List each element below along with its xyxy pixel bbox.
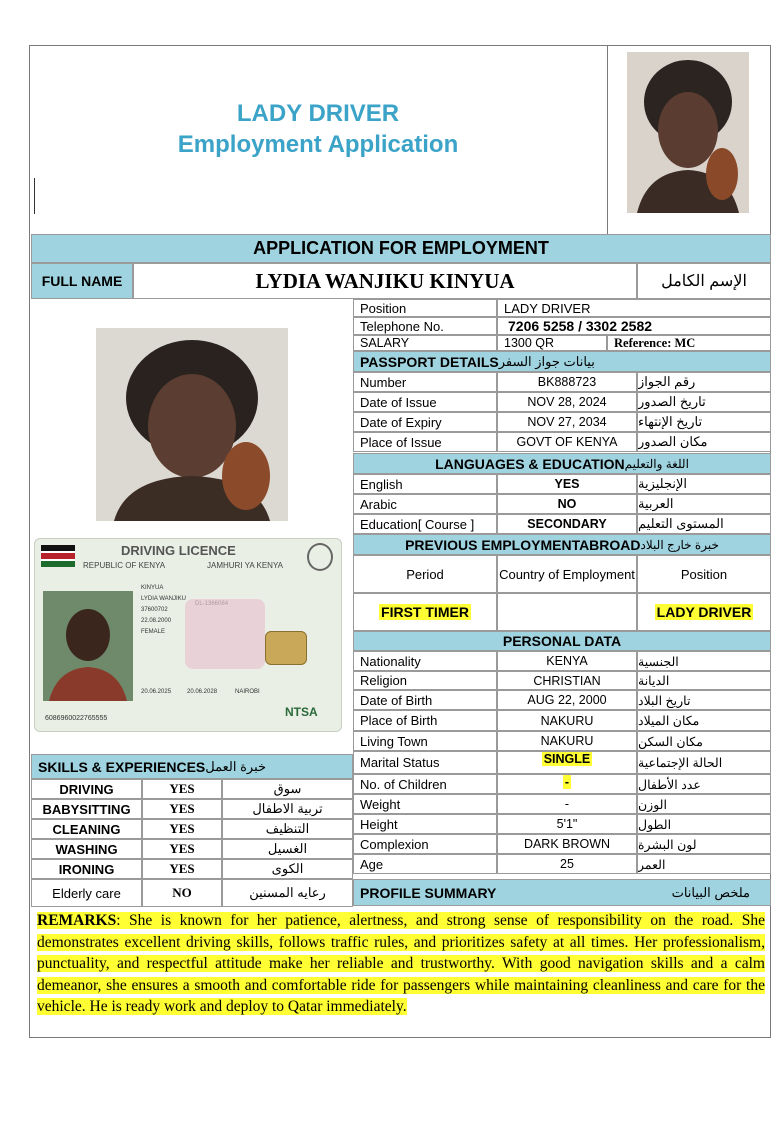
header-portrait-photo [627,52,749,213]
skill-row-value: YES [142,859,222,879]
language-row-label: English [353,474,497,494]
period-header: Period [353,555,497,593]
skill-row-label-arabic: رعايه المسنين [222,879,353,907]
skill-row-label-arabic: تربية الاطفال [222,799,353,819]
personal-row-label: Height [353,814,497,834]
full-name-label-arabic: الإسم الكامل [637,263,771,299]
personal-row-label: Religion [353,671,497,690]
passport-row-label-arabic: تاريخ الإنتهاء [637,412,771,432]
personal-row-value: AUG 22, 2000 [497,690,637,710]
application-form [29,45,771,1038]
personal-row-value: NAKURU [497,731,637,751]
telephone-value: 7206 5258 / 3302 2582 [497,317,771,335]
personal-row-value: 25 [497,854,637,874]
previous-employment-title: PREVIOUS EMPLOYMENTABROAD [405,536,641,553]
profile-summary-label: PROFILE SUMMARY [360,884,497,901]
position-header: Position [637,555,771,593]
personal-row-label-arabic: لون البشرة [637,834,771,854]
language-row-label-arabic: العربية [637,494,771,514]
languages-title: LANGUAGES & EDUCATION [435,455,625,472]
skill-row-label-arabic: الكوى [222,859,353,879]
personal-row-label-arabic: الجنسية [637,651,771,671]
personal-row-label-arabic: عدد الأطفال [637,774,771,794]
personal-row-label: Place of Birth [353,710,497,731]
ntsa-logo: NTSA [285,705,318,719]
personal-row-value [497,751,637,774]
skill-row-label: DRIVING [31,779,142,799]
personal-row-value: CHRISTIAN [497,671,637,690]
country-value [497,593,637,631]
licence-motto: JAMHURI YA KENYA [207,561,284,570]
language-row-label: Education[ Course ] [353,514,497,534]
licence-national-id: 37600702 [141,607,168,613]
licence-surname: KINYUA [141,585,164,591]
personal-row-label-arabic: الطول [637,814,771,834]
portrait-icon [96,328,288,521]
personal-row-label: Nationality [353,651,497,671]
skills-title: SKILLS & EXPERIENCES [38,758,206,775]
language-row-label-arabic: المستوى التعليم [637,514,771,534]
telephone-label: Telephone No. [353,317,497,335]
remarks-box [31,906,771,1039]
personal-row-label: Date of Birth [353,690,497,710]
personal-row-value: KENYA [497,651,637,671]
languages-title-arabic: اللغة والتعليم [624,456,689,471]
skill-row-label-arabic: التنظيف [222,819,353,839]
personal-row-label-arabic: العمر [637,854,771,874]
licence-dob: 22.08.2000 [141,618,172,624]
profile-summary-label-arabic: ملخص البيانات [671,884,750,900]
skill-row-value: YES [142,799,222,819]
personal-row-label-arabic: مكان الميلاد [637,710,771,731]
position-value: LADY DRIVER [497,299,771,317]
languages-section-header [353,453,771,474]
skill-row-label: CLEANING [31,819,142,839]
skill-row-value: YES [142,839,222,859]
position-label: Position [353,299,497,317]
personal-row-label: Weight [353,794,497,814]
personal-row-label-arabic: مكان السكن [637,731,771,751]
personal-row-label-arabic: الديانة [637,671,771,690]
country-header: Country of Employment [497,555,637,593]
personal-row-label-arabic: تاريخ البلاد [637,690,771,710]
personal-row-value: 5'1" [497,814,637,834]
personal-row-value: NAKURU [497,710,637,731]
application-banner: APPLICATION FOR EMPLOYMENT [31,234,771,263]
remarks-label: REMARKS [37,912,117,929]
highlighted-value: - [564,775,570,789]
personal-data-header: PERSONAL DATA [353,631,771,651]
form-title-line1: LADY DRIVER [236,100,400,127]
passport-row-value: NOV 28, 2024 [497,392,637,412]
language-row-value: YES [497,474,637,494]
salary-value: 1300 QR [497,335,607,351]
licence-serial: 6086960022765555 [45,715,108,722]
language-row-label-arabic: الإنجليزية [637,474,771,494]
personal-row-value [497,774,637,794]
kenya-flag-icon [41,545,75,567]
coat-of-arms-icon [307,543,333,571]
skill-row-label-arabic: الغسيل [222,839,353,859]
personal-row-label: Living Town [353,731,497,751]
header-divider [607,46,608,234]
previous-position-value: LADY DRIVER [637,593,771,631]
passport-section-header [353,351,771,372]
chip-icon [265,631,307,665]
skill-row-value: NO [142,879,222,907]
licence-expiry-date: 20.06.2028 [187,689,218,695]
licence-sex: FEMALE [141,629,166,635]
period-value: FIRST TIMER [353,593,497,631]
licence-photo [43,591,133,701]
personal-row-label: Marital Status [353,751,497,774]
licence-residence: NAIROBI [235,689,260,695]
skill-row-value: YES [142,819,222,839]
full-name-value: LYDIA WANJIKU KINYUA [133,263,637,299]
licence-issue-date: 20.06.2025 [141,689,172,695]
previous-employment-header [353,534,771,555]
passport-row-label-arabic: رقم الجواز [637,372,771,392]
reference-value: Reference: MC [607,335,771,351]
portrait-icon [627,52,749,213]
applicant-photo [96,328,288,521]
skills-section-header [31,754,353,779]
personal-row-label: No. of Children [353,774,497,794]
personal-row-value: DARK BROWN [497,834,637,854]
licence-hologram [185,599,265,669]
passport-row-label: Place of Issue [353,432,497,452]
licence-other-names: LYDIA WANJIKU [141,596,187,602]
personal-row-label-arabic: الحالة الإجتماعية [637,751,771,774]
passport-title-arabic: بيانات جواز السفر [498,353,595,369]
licence-country: REPUBLIC OF KENYA [83,561,166,570]
passport-row-label: Number [353,372,497,392]
salary-label: SALARY [353,335,497,351]
skill-row-label: Elderly care [31,879,142,907]
previous-employment-title-arabic: خبرة خارج البلاد [640,537,719,552]
portrait-icon [43,591,133,701]
language-row-value: NO [497,494,637,514]
passport-row-label-arabic: تاريخ الصدور [637,392,771,412]
remarks-text: : She is known for her patience, alertness, and strong sense of responsibility on the road. She demonstrates excellent driving skills, follows traffic rules, and prioritizes safety at all times. Her professionalism, punctuality, and respectful attitude make her reliable and trustworthy. With good navigation skills and a calm demeanor, she ensures a smooth and comfortable ride for passengers while maintaining cleanliness and care for the vehicle. He is ready work and deploy to Qatar immediately. [37,912,765,1015]
highlighted-value: SINGLE [543,752,591,766]
language-row-value: SECONDARY [497,514,637,534]
full-name-label: FULL NAME [31,263,133,299]
skill-row-label: WASHING [31,839,142,859]
personal-row-label: Age [353,854,497,874]
skill-row-label-arabic: سوق [222,779,353,799]
driving-licence-card [34,538,342,732]
licence-title: DRIVING LICENCE [121,543,236,558]
personal-row-value: - [497,794,637,814]
skills-title-arabic: خبرة العمل [205,758,267,774]
skill-row-label: IRONING [31,859,142,879]
form-title-line2: Employment Application [177,131,459,158]
language-row-label: Arabic [353,494,497,514]
passport-row-value: BK888723 [497,372,637,392]
passport-row-label: Date of Issue [353,392,497,412]
profile-summary-header [353,879,771,906]
passport-row-value: GOVT OF KENYA [497,432,637,452]
header-divider-mark [34,178,35,214]
skill-row-value: YES [142,779,222,799]
passport-row-value: NOV 27, 2034 [497,412,637,432]
passport-row-label: Date of Expiry [353,412,497,432]
personal-row-label-arabic: الوزن [637,794,771,814]
skill-row-label: BABYSITTING [31,799,142,819]
passport-title: PASSPORT DETAILS [360,353,499,370]
passport-row-label-arabic: مكان الصدور [637,432,771,452]
personal-row-label: Complexion [353,834,497,854]
